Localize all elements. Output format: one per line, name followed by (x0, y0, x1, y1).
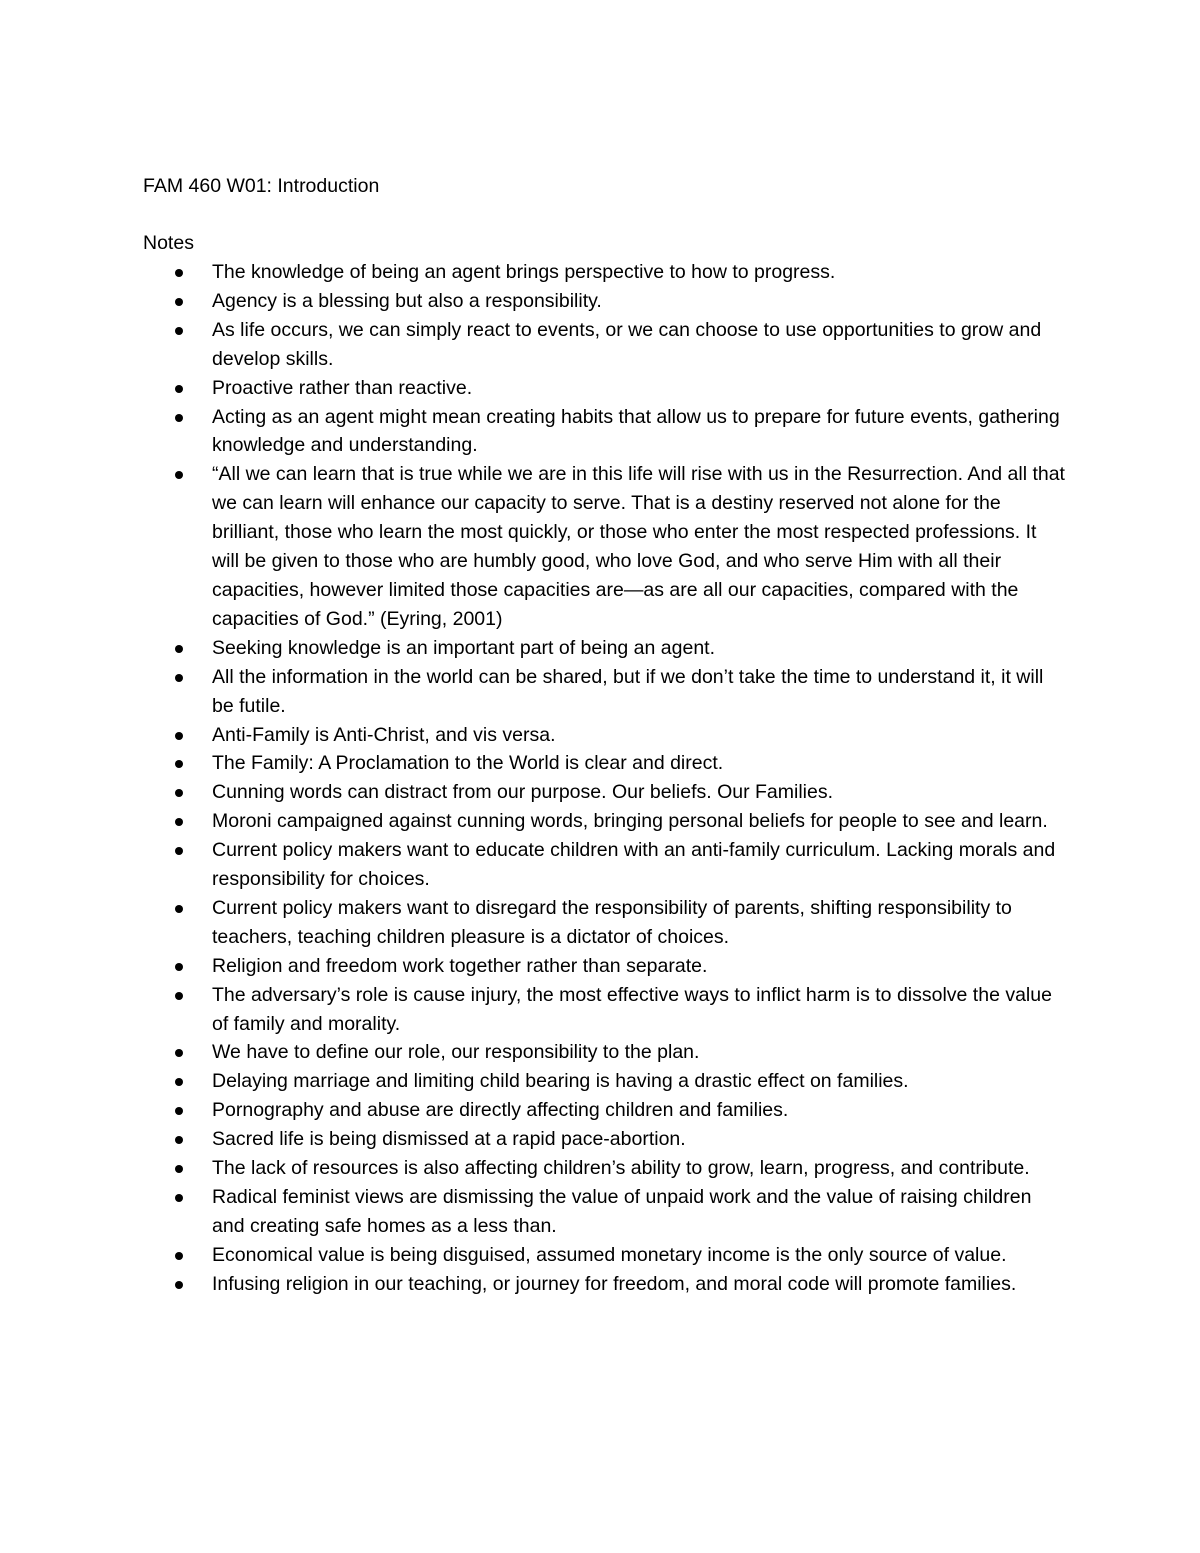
bullet-icon (175, 1136, 183, 1144)
list-item (0, 778, 1067, 807)
bullet-icon (175, 269, 183, 277)
notes-list (0, 258, 1200, 1299)
list-item (0, 374, 1067, 403)
list-item-text: Religion and freedom work together rather than separate. (212, 954, 708, 977)
list-item-text: The Family: A Proclamation to the World is clear and direct. (212, 752, 724, 775)
list-item (0, 894, 1067, 952)
list-item-text: Economical value is being disguised, assumed monetary income is the only source of value. (212, 1243, 1007, 1266)
bullet-icon (175, 963, 183, 971)
list-item (0, 1067, 1067, 1096)
list-item (0, 1125, 1067, 1154)
bullet-icon (175, 674, 183, 682)
list-item-text: Infusing religion in our teaching, or journey for freedom, and moral code will promote families. (212, 1272, 1017, 1295)
bullet-icon (175, 905, 183, 913)
list-item-text: Sacred life is being dismissed at a rapid pace-abortion. (212, 1128, 686, 1151)
bullet-icon (175, 414, 183, 422)
list-item-text: Current policy makers want to educate children with an anti-family curriculum. Lacking morals and responsibility for choices. (212, 839, 1056, 891)
list-item (0, 981, 1067, 1039)
list-item-text: Seeking knowledge is an important part of being an agent. (212, 636, 716, 659)
list-item-text: Delaying marriage and limiting child bearing is having a drastic effect on families. (212, 1070, 909, 1093)
bullet-icon (175, 1252, 183, 1260)
bullet-icon (175, 298, 183, 306)
list-item-text: The knowledge of being an agent brings perspective to how to progress. (212, 261, 836, 283)
list-item (0, 287, 1067, 316)
list-item (0, 663, 1067, 721)
list-item-text: Pornography and abuse are directly affecting children and families. (212, 1099, 789, 1122)
list-item (0, 836, 1067, 894)
list-item-text: All the information in the world can be shared, but if we don’t take the time to understand it, it will be futile. (212, 665, 1044, 717)
list-item (0, 403, 1067, 461)
bullet-icon (175, 1281, 183, 1289)
list-item-text: The adversary’s role is cause injury, the most effective ways to inflict harm is to dissolve the value of family and morality. (212, 983, 1052, 1035)
list-item-text: Anti-Family is Anti-Christ, and vis versa. (212, 723, 556, 746)
bullet-icon (175, 818, 183, 826)
list-item-text: As life occurs, we can simply react to events, or we can choose to use opportunities to grow and develop skills. (212, 318, 1042, 370)
list-item (0, 1270, 1067, 1299)
list-item-text: Moroni campaigned against cunning words, bringing personal beliefs for people to see and learn. (212, 810, 1048, 833)
list-item-text: Cunning words can distract from our purpose. Our beliefs. Our Families. (212, 781, 834, 804)
list-item-text: Acting as an agent might mean creating habits that allow us to prepare for future events, gathering knowledge and understanding. (212, 405, 1060, 457)
bullet-icon (175, 1165, 183, 1173)
bullet-icon (175, 471, 183, 479)
list-item-text: “All we can learn that is true while we are in this life will rise with us in the Resurrection. And all that we can learn will enhance our capacity to serve. That is a destiny reserved not alone for the brilliant, those who learn the most quickly, or those who enter the most respected professions. It will be given to those who are humbly good, who love God, and who serve Him with all their capacities, however limited those capacities are—as are all our capacities, compared with the capacities of God.” (Eyring, 2001) (212, 463, 1065, 630)
list-item (0, 258, 1067, 287)
bullet-icon (175, 327, 183, 335)
bullet-icon (175, 1194, 183, 1202)
notes-heading: Notes (143, 232, 194, 254)
list-item (0, 1154, 1067, 1183)
bullet-icon (175, 760, 183, 768)
bullet-icon (175, 1078, 183, 1086)
list-item (0, 460, 1067, 633)
list-item (0, 1183, 1067, 1241)
bullet-icon (175, 645, 183, 653)
list-item-text: Current policy makers want to disregard the responsibility of parents, shifting responsibility to teachers, teaching children pleasure is a dictator of choices. (212, 896, 1012, 948)
list-item (0, 634, 1067, 663)
list-item-text: Radical feminist views are dismissing the value of unpaid work and the value of raising children and creating safe homes as a less than. (212, 1186, 1032, 1237)
list-item (0, 1096, 1067, 1125)
list-item-text: Proactive rather than reactive. (212, 376, 473, 399)
document-title: FAM 460 W01: Introduction (143, 175, 380, 197)
list-item-text: Agency is a blessing but also a responsibility. (212, 289, 602, 312)
bullet-icon (175, 789, 183, 797)
list-item (0, 749, 1067, 778)
list-item (0, 1241, 1067, 1270)
list-item (0, 721, 1067, 750)
bullet-icon (175, 1049, 183, 1057)
list-item (0, 952, 1067, 981)
list-item-text: We have to define our role, our responsibility to the plan. (212, 1041, 700, 1064)
bullet-icon (175, 385, 183, 393)
bullet-icon (175, 847, 183, 855)
bullet-icon (175, 1107, 183, 1115)
list-item (0, 807, 1067, 836)
bullet-icon (175, 992, 183, 1000)
list-item-text: The lack of resources is also affecting children’s ability to grow, learn, progress, and contribute. (212, 1157, 1030, 1180)
list-item (0, 316, 1067, 374)
list-item (0, 1038, 1067, 1067)
bullet-icon (175, 732, 183, 740)
